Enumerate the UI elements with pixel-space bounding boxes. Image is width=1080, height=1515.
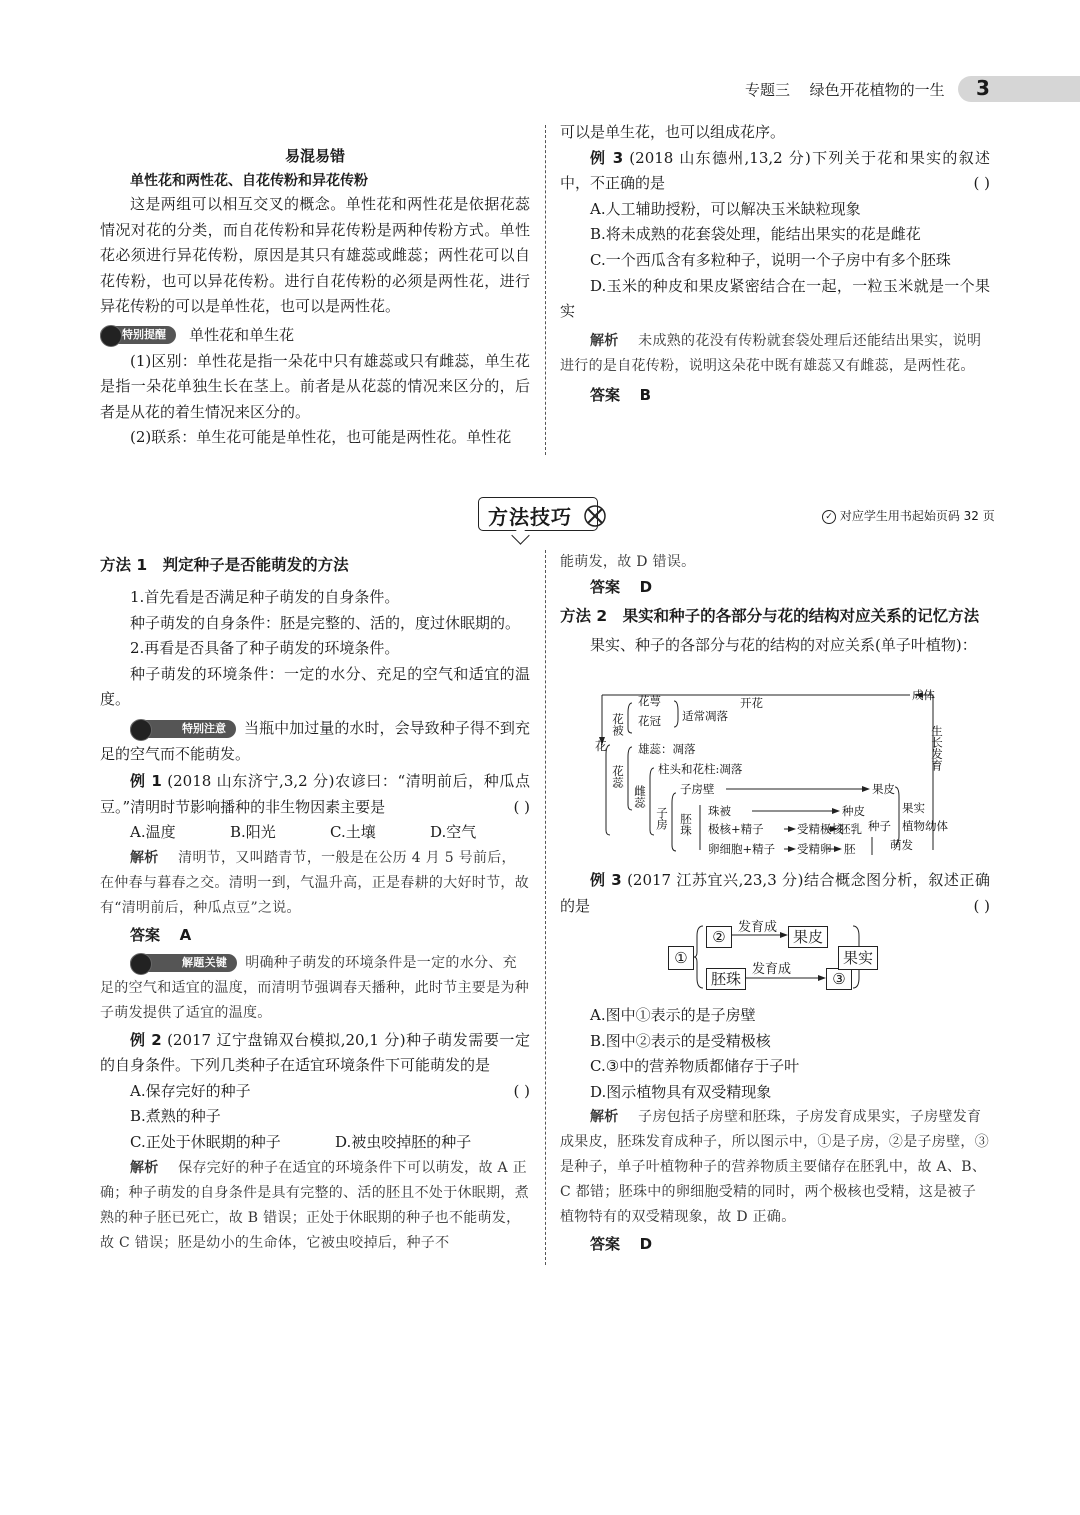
example-label: 例 3 [590,871,622,889]
dg-stamen: 雄蕊：凋落 [638,742,696,756]
answer [100,923,530,949]
dg-corolla: 花冠 [638,714,661,728]
node-3: ③ [826,968,852,990]
develop-label-2: 发育成 [752,962,792,977]
dg-pistil-group: 花蕊 [611,765,625,788]
tip-title: 单性花和单生花 [189,325,295,344]
dg-growth: 生长发育 [930,725,944,771]
page-number-tab [958,76,1080,102]
arrow-head [834,846,842,852]
arrow-head [832,808,840,814]
paragraph: (2)联系：单生花可能是单性花，也可能是两性花。单性花 [130,428,512,447]
tip-icon [100,325,122,347]
diagram-intro: 果实、种子的各部分与花的结构的对应关系(单子叶植物)： [590,635,977,654]
answer-value: D [639,1235,653,1254]
option-d: D.被虫咬掉胚的种子 [335,1132,472,1151]
dg-embryo: 胚 [844,842,856,855]
method-1-title: 方法 1 判定种子是否能萌发的方法 [100,556,349,574]
node-1: ① [668,946,694,970]
dg-calyx: 花萼 [638,694,661,708]
dg-perianth: 花被 [611,713,625,736]
dg-seed: 种子 [868,819,891,833]
dg-ovary-wall: 子房壁 [680,782,715,796]
key-point: 解题关键 明确种子萌发的环境条件是一定的水分、充足的空气和适宜的温度，而清明节强调春天播种，此时节主要是为种子萌发提供了适宜的温度。 [100,954,529,1021]
paragraph: 能萌发，故 D 错误。 [560,554,696,570]
option-a: A.温度 [130,823,176,842]
develop-label-1: 发育成 [738,920,778,935]
answer [560,383,990,409]
ovary-brace [672,793,676,851]
option-c: C.一个西瓜含有多粒种子，说明一个子房中有多个胚珠 [590,250,951,269]
analysis: 解析 子房包括子房壁和胚珠，子房发育成果实，子房壁发育成果皮，胚珠发育成种子，所以图示中，①是子房，②是子房壁，③是种子，单子叶植物种子的营养物质主要储存在胚乳中，故 A、B、C 都错；胚珠中的卵细胞受精的同时，两个极核也受精，这是被子植物特有的双受精现象，故 D 正确。 [560,1109,989,1226]
option-a: A.图中①表示的是子房壁 [590,1006,756,1024]
option-b: B.阳光 [230,823,276,842]
right-bottom-column [560,550,990,658]
concept-brace-left [694,924,704,990]
flower-brace [606,745,610,835]
section-subtitle: 单性花和两性花、自花传粉和异花传粉 [130,173,368,189]
answer-label: 答案 [130,925,161,944]
option-a: A.保存完好的种子 [130,1081,251,1100]
dg-bloom: 开花 [740,696,763,710]
tip-line [100,323,530,349]
dg-pistil: 雌蕊 [633,785,647,808]
perianth-brace [628,703,632,733]
left-bottom-column [100,553,530,1256]
note-badge: 特别注意 [130,720,236,738]
example-1-options [100,820,530,846]
method-2-title: 方法 2 果实和种子的各部分与花的结构对应关系的记忆方法 [560,606,980,625]
option-b: B.图中②表示的是受精极核 [590,1031,771,1050]
page-number: 3 [976,76,990,100]
develop-arrow-2 [746,973,826,983]
paragraph: 种子萌发的环境条件：一定的水分、充足的空气和适宜的温度。 [100,664,530,709]
answer-value: A [179,925,192,944]
dg-egg: 卵细胞+精子 [708,842,776,855]
develop-arrow-1 [732,930,788,940]
page-reference: ✓ 对应学生用书起始页码 32 页 [822,507,995,524]
analysis: 解析 保存完好的种子在适宜的环境条件下可以萌发，故 A 正确；种子萌发的自身条件是具有完整的、活的胚且不处于休眠期，煮熟的种子胚已死亡，故 B 错误；正处于休眠期的种子也不能萌发，故 C 错误；胚是幼小的生命体，它被虫咬掉后，种子不 [100,1159,529,1251]
paragraph: 这是两组可以相互交叉的概念。单性花和两性花是依据花蕊情况对花的分类，而自花传粉和异花传粉是两种传粉方式。单性花必须进行异花传粉，原因是其只有雄蕊或雌蕊；两性花可以自花传粉，也可以异花传粉。进行自花传粉的必须是两性花，进行异花传粉的可以是单性花，也可以是两性花。 [100,195,530,316]
flower-fruit-diagram [590,685,950,855]
chapter-label: 专题三 [745,81,791,99]
arrow-head [788,846,796,852]
analysis: 解析 未成熟的花没有传粉就套袋处理后还能结出果实，说明进行的是自花传粉，说明这朵花中既有雄蕊又有雌蕊，是两性花。 [560,332,982,374]
option-b: B.将未成熟的花套袋处理，能结出果实的花是雌花 [590,225,921,244]
example-1-question: 例 1 (2018 山东济宁,3,2 分)农谚曰：“清明前后，种瓜点豆。”清明时节影响播种的非生物因素主要是 ( ) [100,772,530,816]
analysis-label: 解析 [590,1109,619,1126]
option-c: C.土壤 [330,823,376,842]
method-banner [478,497,608,535]
node-2: ② [706,926,732,948]
example-label: 例 2 [130,1030,162,1049]
dg-ovary: 子房 [655,807,669,830]
example-2-question: 例 2 (2017 辽宁盘锦双台模拟,20,1 分)种子萌发需要一定的自身条件。下列几类种子在适宜环境条件下可能萌发的是 ( ) [100,1030,530,1100]
example-2-options [100,1130,530,1156]
option-c: C.③中的营养物质都储存于子叶 [590,1057,800,1076]
example-3b-body [560,1003,990,1258]
pistil-brace [628,747,632,810]
answer-value: D [639,578,653,596]
arrow-head [788,826,796,832]
tools-icon [582,503,608,529]
paragraph: 种子萌发的自身条件：胚是完整的、活的，度过休眠期的。 [130,613,521,632]
analysis: 解析 清明节，又叫踏青节，一般是在公历 4 月 5 号前后，在仲春与暮春之交。清明一到，气温升高，正是春耕的大好时节，故有“清明前后，种瓜点豆”之说。 [100,849,529,916]
dg-ovule: 胚珠 [679,813,693,836]
dg-fert-polar: 受精极核 [797,822,843,836]
tip-badge: 特别提醒 [100,326,176,344]
dg-seed-coat: 种皮 [842,804,865,818]
answer [560,575,990,601]
note-icon [130,719,152,741]
dg-pericarp: 果皮 [872,782,895,796]
left-top-column [100,145,530,451]
dg-integument: 珠被 [708,804,731,818]
fruit-brace [895,787,899,845]
dg-adult: 成体 [912,688,935,702]
example-3b [560,868,990,919]
dg-perianth-fate: 适常凋落 [682,709,728,723]
example-3b-question: 例 3 (2017 江苏宜兴,23,3 分)结合概念图分析，叙述正确的是 ( ) [560,871,990,915]
dg-endosperm: 胚乳 [839,822,862,836]
arrow-head [862,786,870,792]
option-d: D.玉米的种皮和果皮紧密结合在一起，一粒玉米就是一个果实 [560,276,990,321]
pericarp-node: 果皮 [788,926,828,948]
pistil-inner-brace [650,768,654,835]
example-label: 例 3 [590,148,624,167]
column-divider-top [545,125,546,455]
analysis-label: 解析 [130,849,159,866]
perianth-close-brace [674,701,678,727]
answer-value: B [639,385,652,404]
paragraph: (1)区别：单性花是指一朵花中只有雄蕊或只有雌蕊，单生花是指一朵花单独生长在茎上。前者是从花蕊的情况来区分的，后者是从花的着生情况来区分的。 [100,351,530,421]
analysis-label: 解析 [590,332,619,349]
option-a: A.人工辅助授粉，可以解决玉米缺粒现象 [590,199,861,218]
option-b: B.煮熟的种子 [130,1107,221,1126]
answer [560,1232,990,1258]
page-header [0,74,1080,104]
banner-title: 方法技巧 [488,505,572,529]
dg-flower: 花 [595,739,607,753]
dg-stigma: 柱头和花柱:凋落 [658,762,743,776]
key-icon [130,953,152,975]
answer-label: 答案 [590,578,621,596]
dg-seedling: 植物幼体 [902,819,948,833]
chapter-title: 绿色开花植物的一生 [809,81,945,99]
answer-label: 答案 [590,385,621,404]
example-3-question: 例 3 (2018 山东德州,13,2 分)下列关于花和果实的叙述中，不正确的是 ( ) [560,148,990,193]
key-badge: 解题关键 [130,954,237,972]
section-title: 易混易错 [284,147,345,165]
analysis-label: 解析 [130,1159,159,1176]
option-d: D.图示植物具有双受精现象 [590,1082,772,1101]
fruit-node: 果实 [838,946,878,970]
dg-fruit: 果实 [902,801,925,815]
example-2-options [100,1079,530,1130]
paragraph: 2.再看是否具备了种子萌发的环境条件。 [130,639,400,658]
dg-germinate: 萌发 [890,838,913,852]
note: 特别注意 当瓶中加过量的水时，会导致种子得不到充足的空气而不能萌发。 [100,718,530,763]
dg-zygote: 受精卵 [797,842,832,855]
ovule-node: 胚珠 [706,968,746,990]
option-d: D.空气 [430,823,477,842]
option-c: C.正处于休眠期的种子 [130,1132,281,1151]
column-divider-bottom [545,550,546,1265]
right-top-column [560,120,990,408]
paragraph: 1.首先看是否满足种子萌发的自身条件。 [130,588,400,606]
paragraph: 可以是单生花，也可以组成花序。 [560,123,786,141]
dg-polar: 极核+精子 [708,822,764,836]
answer-label: 答案 [590,1235,621,1254]
example-label: 例 1 [130,772,162,791]
check-icon: ✓ [822,510,836,524]
